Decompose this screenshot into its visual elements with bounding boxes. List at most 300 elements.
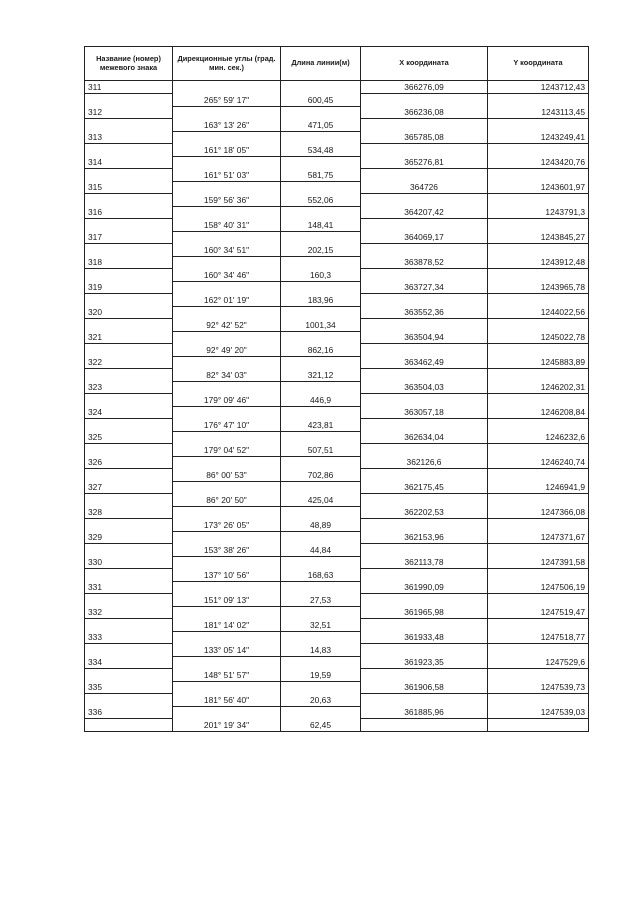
point-row [85,181,589,194]
point-y: 1246208,84 [488,406,589,419]
point-x: 363504,94 [361,331,488,344]
segment-length: 32,51 [281,619,361,632]
segment-length: 62,45 [281,719,361,732]
angle-empty [173,431,281,444]
segment-row [85,94,589,107]
point-row [85,256,589,269]
segment-angle: 159° 56' 36" [173,194,281,207]
name-empty [85,419,173,432]
x-empty [361,469,488,482]
length-empty [281,481,361,494]
point-x: 362153,96 [361,531,488,544]
y-empty [488,694,589,707]
length-empty [281,656,361,669]
point-x: 366276,09 [361,81,488,94]
angle-empty [173,356,281,369]
length-empty [281,606,361,619]
point-y: 1246232,6 [488,431,589,444]
segment-angle: 86° 20' 50" [173,494,281,507]
segment-length: 581,75 [281,169,361,182]
x-empty [361,269,488,282]
y-empty [488,194,589,207]
segment-angle: 173° 26' 05" [173,519,281,532]
name-empty [85,194,173,207]
segment-row [85,594,589,607]
table-header [85,47,589,81]
name-empty [85,269,173,282]
segment-length: 148,41 [281,219,361,232]
point-row [85,581,589,594]
segment-length: 44,84 [281,544,361,557]
segment-length: 1001,34 [281,319,361,332]
segment-row [85,719,589,732]
segment-length: 552,06 [281,194,361,207]
point-row [85,381,589,394]
point-row [85,631,589,644]
segment-angle: 179° 04' 52" [173,444,281,457]
length-empty [281,531,361,544]
point-y: 1247371,67 [488,531,589,544]
header-length: Длина линии(м) [281,47,361,81]
length-empty [281,131,361,144]
y-empty [488,469,589,482]
point-x: 361885,96 [361,706,488,719]
point-name: 325 [85,431,173,444]
angle-empty [173,131,281,144]
name-empty [85,94,173,107]
segment-angle: 153° 38' 26" [173,544,281,557]
table-body [85,81,589,732]
point-row [85,681,589,694]
y-empty [488,594,589,607]
length-empty [281,231,361,244]
length-empty [281,206,361,219]
point-x: 365785,08 [361,131,488,144]
y-empty [488,344,589,357]
segment-angle: 160° 34' 51" [173,244,281,257]
point-y: 1243420,76 [488,156,589,169]
name-empty [85,169,173,182]
length-empty [281,81,361,94]
x-empty [361,369,488,382]
name-empty [85,394,173,407]
point-row [85,231,589,244]
point-row [85,406,589,419]
x-empty [361,419,488,432]
length-empty [281,156,361,169]
point-name: 311 [85,81,173,94]
point-x: 362634,04 [361,431,488,444]
point-x: 364726 [361,181,488,194]
point-row [85,131,589,144]
length-empty [281,556,361,569]
angle-empty [173,606,281,619]
x-empty [361,644,488,657]
length-empty [281,681,361,694]
x-empty [361,694,488,707]
segment-row [85,319,589,332]
point-x: 361923,35 [361,656,488,669]
point-row [85,531,589,544]
point-y: 1246202,31 [488,381,589,394]
header-y: Y координата [488,47,589,81]
segment-length: 471,05 [281,119,361,132]
x-empty [361,719,488,732]
angle-empty [173,206,281,219]
y-empty [488,544,589,557]
y-empty [488,119,589,132]
angle-empty [173,256,281,269]
length-empty [281,706,361,719]
angle-empty [173,531,281,544]
name-empty [85,569,173,582]
length-empty [281,456,361,469]
segment-length: 702,86 [281,469,361,482]
point-name: 314 [85,156,173,169]
x-empty [361,294,488,307]
point-x: 363552,36 [361,306,488,319]
segment-angle: 148° 51' 57" [173,669,281,682]
x-empty [361,444,488,457]
point-y: 1247529,6 [488,656,589,669]
x-empty [361,94,488,107]
segment-angle: 158° 40' 31" [173,219,281,232]
name-empty [85,319,173,332]
length-empty [281,331,361,344]
point-x: 361906,58 [361,681,488,694]
segment-length: 321,12 [281,369,361,382]
point-y: 1247391,58 [488,556,589,569]
point-y: 1244022,56 [488,306,589,319]
name-empty [85,144,173,157]
segment-length: 160,3 [281,269,361,282]
segment-length: 862,16 [281,344,361,357]
point-y: 1246240,74 [488,456,589,469]
name-empty [85,444,173,457]
point-name: 318 [85,256,173,269]
segment-angle: 82° 34' 03" [173,369,281,382]
x-empty [361,394,488,407]
segment-length: 446,9 [281,394,361,407]
segment-angle: 181° 56' 40" [173,694,281,707]
name-empty [85,719,173,732]
segment-row [85,144,589,157]
y-empty [488,394,589,407]
segment-angle: 92° 49' 20" [173,344,281,357]
segment-length: 202,15 [281,244,361,257]
x-empty [361,519,488,532]
x-empty [361,619,488,632]
point-y: 1247519,47 [488,606,589,619]
angle-empty [173,481,281,494]
point-name: 312 [85,106,173,119]
point-row [85,106,589,119]
angle-empty [173,306,281,319]
segment-angle: 179° 09' 46" [173,394,281,407]
point-x: 363057,18 [361,406,488,419]
point-x: 364069,17 [361,231,488,244]
x-empty [361,569,488,582]
segment-length: 183,96 [281,294,361,307]
segment-angle: 163° 13' 26" [173,119,281,132]
point-y: 1247366,08 [488,506,589,519]
point-name: 320 [85,306,173,319]
length-empty [281,431,361,444]
point-row [85,356,589,369]
x-empty [361,594,488,607]
point-row [85,206,589,219]
point-x: 362202,53 [361,506,488,519]
y-empty [488,644,589,657]
point-x: 366236,08 [361,106,488,119]
segment-row [85,244,589,257]
angle-empty [173,281,281,294]
segment-row [85,369,589,382]
point-y: 1243712,43 [488,81,589,94]
segment-length: 48,89 [281,519,361,532]
name-empty [85,219,173,232]
name-empty [85,469,173,482]
point-name: 332 [85,606,173,619]
point-row [85,506,589,519]
length-empty [281,581,361,594]
point-x: 365276,81 [361,156,488,169]
length-empty [281,406,361,419]
point-row [85,281,589,294]
point-name: 333 [85,631,173,644]
x-empty [361,494,488,507]
point-row [85,456,589,469]
x-empty [361,244,488,257]
point-y: 1245022,78 [488,331,589,344]
segment-row [85,669,589,682]
length-empty [281,281,361,294]
x-empty [361,344,488,357]
segment-row [85,219,589,232]
length-empty [281,181,361,194]
segment-row [85,469,589,482]
point-x: 361965,98 [361,606,488,619]
segment-row [85,394,589,407]
angle-empty [173,581,281,594]
segment-angle: 160° 34' 46" [173,269,281,282]
y-empty [488,569,589,582]
y-empty [488,619,589,632]
point-name: 323 [85,381,173,394]
segment-length: 14,83 [281,644,361,657]
y-empty [488,719,589,732]
name-empty [85,669,173,682]
segment-row [85,419,589,432]
point-row [85,481,589,494]
segment-length: 600,45 [281,94,361,107]
point-y: 1247539,73 [488,681,589,694]
y-empty [488,444,589,457]
y-empty [488,94,589,107]
length-empty [281,106,361,119]
segment-angle: 151° 09' 13" [173,594,281,607]
x-empty [361,144,488,157]
point-x: 362126,6 [361,456,488,469]
x-empty [361,119,488,132]
point-y: 1247518,77 [488,631,589,644]
point-name: 327 [85,481,173,494]
name-empty [85,244,173,257]
segment-row [85,494,589,507]
segment-length: 19,59 [281,669,361,682]
point-x: 364207,42 [361,206,488,219]
point-name: 324 [85,406,173,419]
point-x: 363462,49 [361,356,488,369]
segment-length: 168,63 [281,569,361,582]
segment-row [85,644,589,657]
x-empty [361,194,488,207]
name-empty [85,644,173,657]
name-empty [85,294,173,307]
segment-row [85,444,589,457]
segment-row [85,194,589,207]
point-name: 315 [85,181,173,194]
point-row [85,706,589,719]
angle-empty [173,181,281,194]
point-x: 362175,45 [361,481,488,494]
segment-angle: 176° 47' 10" [173,419,281,432]
angle-empty [173,406,281,419]
segment-length: 20,63 [281,694,361,707]
angle-empty [173,106,281,119]
y-empty [488,169,589,182]
angle-empty [173,681,281,694]
name-empty [85,594,173,607]
point-y: 1243249,41 [488,131,589,144]
y-empty [488,294,589,307]
point-name: 322 [85,356,173,369]
header-angle: Дирекционные углы (град. мин. сек.) [173,47,281,81]
name-empty [85,544,173,557]
segment-length: 27,53 [281,594,361,607]
segment-angle: 265° 59' 17" [173,94,281,107]
y-empty [488,219,589,232]
segment-length: 423,81 [281,419,361,432]
point-name: 321 [85,331,173,344]
angle-empty [173,706,281,719]
x-empty [361,319,488,332]
segment-row [85,119,589,132]
point-row [85,306,589,319]
segment-row [85,169,589,182]
segment-angle: 162° 01' 19" [173,294,281,307]
segment-row [85,269,589,282]
point-x: 363504,03 [361,381,488,394]
segment-row [85,344,589,357]
point-name: 331 [85,581,173,594]
y-empty [488,419,589,432]
angle-empty [173,556,281,569]
point-y: 1245883,89 [488,356,589,369]
point-row [85,556,589,569]
segment-angle: 161° 51' 03" [173,169,281,182]
segment-angle: 92° 42' 52" [173,319,281,332]
segment-angle: 201° 19' 34" [173,719,281,732]
point-name: 326 [85,456,173,469]
point-y: 1243845,27 [488,231,589,244]
point-x: 361990,09 [361,581,488,594]
name-empty [85,344,173,357]
point-y: 1247506,19 [488,581,589,594]
segment-row [85,619,589,632]
segment-angle: 181° 14' 02" [173,619,281,632]
boundary-points-table [84,46,589,732]
angle-empty [173,456,281,469]
point-name: 330 [85,556,173,569]
name-empty [85,369,173,382]
length-empty [281,256,361,269]
point-y: 1243601,97 [488,181,589,194]
y-empty [488,369,589,382]
point-row [85,656,589,669]
angle-empty [173,231,281,244]
length-empty [281,306,361,319]
point-x: 362113,78 [361,556,488,569]
name-empty [85,494,173,507]
point-y: 1243965,78 [488,281,589,294]
point-name: 329 [85,531,173,544]
point-y: 1243912,48 [488,256,589,269]
point-y: 1247539,03 [488,706,589,719]
y-empty [488,669,589,682]
y-empty [488,519,589,532]
x-empty [361,169,488,182]
y-empty [488,494,589,507]
point-row [85,156,589,169]
x-empty [361,219,488,232]
point-y: 1243791,3 [488,206,589,219]
segment-angle: 161° 18' 05" [173,144,281,157]
name-empty [85,119,173,132]
segment-angle: 86° 00' 53" [173,469,281,482]
point-name: 335 [85,681,173,694]
segment-row [85,544,589,557]
segment-angle: 133° 05' 14" [173,644,281,657]
point-name: 328 [85,506,173,519]
angle-empty [173,81,281,94]
point-y: 1246941,9 [488,481,589,494]
point-x: 363727,34 [361,281,488,294]
segment-row [85,569,589,582]
point-y: 1243113,45 [488,106,589,119]
point-row [85,81,589,94]
y-empty [488,144,589,157]
name-empty [85,619,173,632]
point-row [85,606,589,619]
point-name: 336 [85,706,173,719]
length-empty [281,631,361,644]
length-empty [281,506,361,519]
point-x: 361933,48 [361,631,488,644]
segment-length: 425,04 [281,494,361,507]
segment-length: 534,48 [281,144,361,157]
angle-empty [173,381,281,394]
point-row [85,331,589,344]
length-empty [281,381,361,394]
y-empty [488,269,589,282]
y-empty [488,244,589,257]
length-empty [281,356,361,369]
angle-empty [173,506,281,519]
point-name: 319 [85,281,173,294]
x-empty [361,669,488,682]
point-x: 363878,52 [361,256,488,269]
